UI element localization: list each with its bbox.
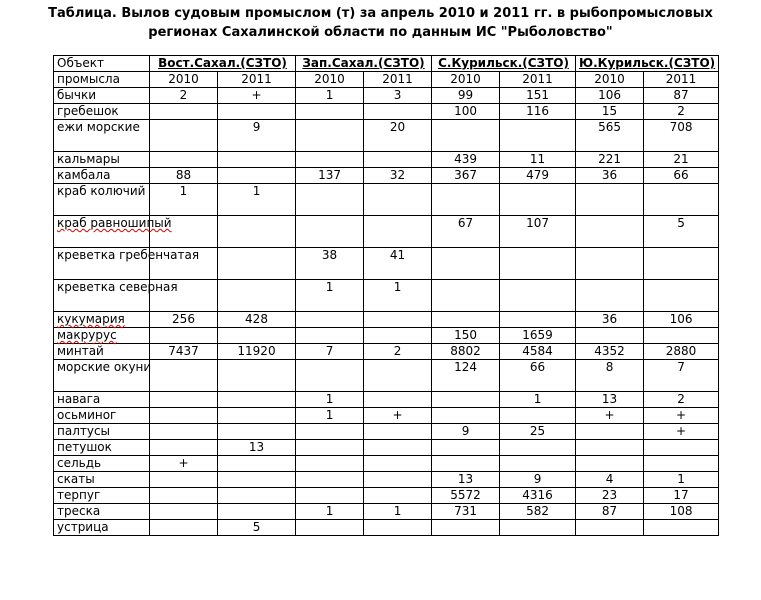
object-name-cell xyxy=(54,424,150,440)
header-year: 2011 xyxy=(500,72,576,88)
value-cell: 87 xyxy=(576,504,644,520)
value-cell xyxy=(218,168,296,184)
value-cell xyxy=(500,120,576,152)
value-cell xyxy=(150,424,218,440)
value-cell xyxy=(432,456,500,472)
value-cell xyxy=(432,312,500,328)
table-row xyxy=(54,488,719,504)
value-cell: 3 xyxy=(364,88,432,104)
value-cell xyxy=(150,392,218,408)
value-cell xyxy=(218,216,296,248)
value-cell xyxy=(432,280,500,312)
value-cell xyxy=(432,520,500,536)
value-cell: 4584 xyxy=(500,344,576,360)
value-cell xyxy=(644,520,719,536)
table-row xyxy=(54,440,719,456)
value-cell xyxy=(296,104,364,120)
value-cell: 87 xyxy=(644,88,719,104)
object-name: ежи морские xyxy=(57,120,140,134)
value-cell: 13 xyxy=(576,392,644,408)
value-cell xyxy=(576,248,644,280)
value-cell xyxy=(218,360,296,392)
document-title xyxy=(0,4,761,42)
value-cell xyxy=(644,440,719,456)
value-cell xyxy=(644,456,719,472)
header-row-years xyxy=(54,72,719,88)
object-name: морские окуни xyxy=(57,360,152,374)
value-cell: 11920 xyxy=(218,344,296,360)
table-row xyxy=(54,168,719,184)
value-cell xyxy=(218,104,296,120)
value-cell: + xyxy=(644,424,719,440)
value-cell xyxy=(150,360,218,392)
value-cell xyxy=(218,504,296,520)
value-cell: 32 xyxy=(364,168,432,184)
value-cell: 1659 xyxy=(500,328,576,344)
value-cell xyxy=(150,408,218,424)
object-name-cell xyxy=(54,344,150,360)
value-cell: 7437 xyxy=(150,344,218,360)
value-cell: 8802 xyxy=(432,344,500,360)
object-name-cell xyxy=(54,152,150,168)
value-cell: 221 xyxy=(576,152,644,168)
value-cell: 106 xyxy=(644,312,719,328)
value-cell: 150 xyxy=(432,328,500,344)
value-cell xyxy=(218,456,296,472)
value-cell: 36 xyxy=(576,168,644,184)
value-cell xyxy=(296,472,364,488)
header-object-2: промысла xyxy=(54,72,150,88)
value-cell: 8 xyxy=(576,360,644,392)
value-cell: 108 xyxy=(644,504,719,520)
value-cell: 38 xyxy=(296,248,364,280)
object-name-cell xyxy=(54,456,150,472)
value-cell: + xyxy=(218,88,296,104)
value-cell: 2 xyxy=(644,104,719,120)
value-cell: 106 xyxy=(576,88,644,104)
value-cell: 9 xyxy=(432,424,500,440)
catch-table xyxy=(53,55,719,536)
value-cell xyxy=(150,328,218,344)
table-row xyxy=(54,472,719,488)
value-cell xyxy=(576,520,644,536)
value-cell xyxy=(150,520,218,536)
object-name: гребешок xyxy=(57,104,119,118)
header-group-zap-sakhal: Зап.Сахал.(СЗТО) xyxy=(296,56,432,72)
table-row xyxy=(54,392,719,408)
value-cell: 100 xyxy=(432,104,500,120)
value-cell: 1 xyxy=(296,88,364,104)
object-name-cell xyxy=(54,328,150,344)
header-object: Объект xyxy=(54,56,150,72)
object-name: минтай xyxy=(57,344,104,358)
value-cell: + xyxy=(364,408,432,424)
value-cell: 13 xyxy=(432,472,500,488)
value-cell: 15 xyxy=(576,104,644,120)
value-cell: 1 xyxy=(150,184,218,216)
object-name-cell xyxy=(54,216,172,248)
object-name-cell xyxy=(54,472,150,488)
value-cell: 582 xyxy=(500,504,576,520)
value-cell xyxy=(296,440,364,456)
value-cell xyxy=(576,328,644,344)
value-cell: 4 xyxy=(576,472,644,488)
value-cell xyxy=(218,488,296,504)
value-cell xyxy=(500,456,576,472)
value-cell: 137 xyxy=(296,168,364,184)
value-cell: 4352 xyxy=(576,344,644,360)
value-cell xyxy=(576,280,644,312)
value-cell: 4316 xyxy=(500,488,576,504)
value-cell xyxy=(364,472,432,488)
object-name: краб равношипый xyxy=(57,216,172,230)
object-name-cell xyxy=(54,248,200,280)
table-row xyxy=(54,520,719,536)
table-row xyxy=(54,152,719,168)
value-cell xyxy=(364,488,432,504)
value-cell xyxy=(218,472,296,488)
header-year: 2010 xyxy=(296,72,364,88)
table-row xyxy=(54,344,719,360)
value-cell: 25 xyxy=(500,424,576,440)
value-cell: 1 xyxy=(364,504,432,520)
value-cell: 107 xyxy=(500,216,576,248)
value-cell: + xyxy=(150,456,218,472)
object-name: устрица xyxy=(57,520,109,534)
value-cell xyxy=(296,424,364,440)
table-row xyxy=(54,184,719,216)
value-cell xyxy=(218,248,296,280)
value-cell xyxy=(364,360,432,392)
value-cell xyxy=(296,328,364,344)
value-cell xyxy=(296,120,364,152)
value-cell: 1 xyxy=(296,280,364,312)
value-cell xyxy=(432,184,500,216)
header-group-s-kurilsk: С.Курильск.(СЗТО) xyxy=(432,56,576,72)
value-cell: + xyxy=(576,408,644,424)
value-cell xyxy=(296,216,364,248)
object-name-cell xyxy=(54,120,150,152)
value-cell xyxy=(150,488,218,504)
object-name: сельдь xyxy=(57,456,102,470)
value-cell: 20 xyxy=(364,120,432,152)
value-cell xyxy=(500,312,576,328)
value-cell xyxy=(150,120,218,152)
header-year: 2011 xyxy=(364,72,432,88)
value-cell xyxy=(644,184,719,216)
value-cell xyxy=(296,312,364,328)
value-cell xyxy=(218,280,296,312)
value-cell xyxy=(576,456,644,472)
header-row-groups xyxy=(54,56,719,72)
value-cell: 9 xyxy=(218,120,296,152)
header-year: 2011 xyxy=(644,72,719,88)
value-cell xyxy=(576,440,644,456)
table-row xyxy=(54,424,719,440)
object-name: осьминог xyxy=(57,408,117,422)
table-row xyxy=(54,504,719,520)
value-cell xyxy=(296,520,364,536)
value-cell xyxy=(218,408,296,424)
header-year: 2010 xyxy=(576,72,644,88)
value-cell xyxy=(364,312,432,328)
object-name: креветка северная xyxy=(57,280,178,294)
object-name-cell xyxy=(54,312,150,328)
value-cell: 11 xyxy=(500,152,576,168)
value-cell: 2880 xyxy=(644,344,719,360)
value-cell: 36 xyxy=(576,312,644,328)
value-cell: 731 xyxy=(432,504,500,520)
value-cell xyxy=(364,216,432,248)
value-cell: 7 xyxy=(296,344,364,360)
table-row xyxy=(54,456,719,472)
title-line-1: Таблица. Вылов судовым промыслом (т) за апрель 2010 и 2011 гг. в рыбопромысловых xyxy=(48,6,713,21)
value-cell: 1 xyxy=(218,184,296,216)
value-cell xyxy=(296,184,364,216)
table-row xyxy=(54,104,719,120)
value-cell xyxy=(432,440,500,456)
value-cell xyxy=(576,184,644,216)
value-cell: 5 xyxy=(644,216,719,248)
table-row xyxy=(54,216,719,248)
object-name-cell xyxy=(54,88,150,104)
object-name-cell xyxy=(54,168,150,184)
value-cell: 428 xyxy=(218,312,296,328)
value-cell: 565 xyxy=(576,120,644,152)
value-cell xyxy=(364,152,432,168)
object-name-cell xyxy=(54,184,150,216)
object-name-cell xyxy=(54,360,150,392)
object-name: кальмары xyxy=(57,152,120,166)
value-cell xyxy=(576,424,644,440)
object-name: скаты xyxy=(57,472,95,486)
header-group-yu-kurilsk: Ю.Курильск.(СЗТО) xyxy=(576,56,719,72)
header-year: 2010 xyxy=(150,72,218,88)
value-cell xyxy=(644,280,719,312)
value-cell: 2 xyxy=(364,344,432,360)
table-row xyxy=(54,328,719,344)
value-cell: 66 xyxy=(500,360,576,392)
value-cell: 2 xyxy=(644,392,719,408)
value-cell xyxy=(364,520,432,536)
object-name: петушок xyxy=(57,440,112,454)
table-row xyxy=(54,88,719,104)
value-cell: 7 xyxy=(644,360,719,392)
value-cell xyxy=(150,440,218,456)
value-cell xyxy=(500,248,576,280)
value-cell: 256 xyxy=(150,312,218,328)
object-name-cell xyxy=(54,440,150,456)
object-name-cell xyxy=(54,280,178,312)
value-cell xyxy=(150,504,218,520)
value-cell: 41 xyxy=(364,248,432,280)
value-cell: 5 xyxy=(218,520,296,536)
object-name: навага xyxy=(57,392,101,406)
value-cell: 708 xyxy=(644,120,719,152)
value-cell: 116 xyxy=(500,104,576,120)
table-row xyxy=(54,408,719,424)
value-cell: 17 xyxy=(644,488,719,504)
table-row xyxy=(54,312,719,328)
value-cell: 21 xyxy=(644,152,719,168)
value-cell xyxy=(500,520,576,536)
value-cell xyxy=(364,424,432,440)
value-cell: 1 xyxy=(296,408,364,424)
value-cell xyxy=(218,328,296,344)
value-cell: 1 xyxy=(296,504,364,520)
value-cell: + xyxy=(644,408,719,424)
object-name: креветка гребенчатая xyxy=(57,248,200,262)
header-year: 2011 xyxy=(218,72,296,88)
object-name: терпуг xyxy=(57,488,101,502)
value-cell xyxy=(364,456,432,472)
value-cell xyxy=(576,216,644,248)
table-row xyxy=(54,248,719,280)
value-cell: 1 xyxy=(364,280,432,312)
value-cell xyxy=(500,184,576,216)
value-cell: 1 xyxy=(500,392,576,408)
value-cell xyxy=(644,328,719,344)
table-row xyxy=(54,360,719,392)
title-line-2: регионах Сахалинской области по данным ИС "Рыболовство" xyxy=(148,25,613,40)
object-name: макрурус xyxy=(57,328,117,342)
value-cell xyxy=(364,440,432,456)
object-name: камбала xyxy=(57,168,111,182)
value-cell: 13 xyxy=(218,440,296,456)
value-cell: 67 xyxy=(432,216,500,248)
value-cell xyxy=(500,280,576,312)
value-cell xyxy=(364,184,432,216)
value-cell xyxy=(150,104,218,120)
value-cell: 88 xyxy=(150,168,218,184)
value-cell: 66 xyxy=(644,168,719,184)
header-year: 2010 xyxy=(432,72,500,88)
object-name: краб колючий xyxy=(57,184,146,198)
object-name-cell xyxy=(54,488,150,504)
table-row xyxy=(54,120,719,152)
value-cell xyxy=(500,440,576,456)
value-cell xyxy=(364,104,432,120)
value-cell xyxy=(296,152,364,168)
value-cell xyxy=(432,408,500,424)
value-cell: 1 xyxy=(296,392,364,408)
value-cell xyxy=(218,152,296,168)
object-name: треска xyxy=(57,504,101,518)
object-name: бычки xyxy=(57,88,97,102)
object-name-cell xyxy=(54,392,150,408)
object-name-cell xyxy=(54,104,150,120)
value-cell: 9 xyxy=(500,472,576,488)
value-cell xyxy=(150,152,218,168)
value-cell xyxy=(150,472,218,488)
value-cell: 23 xyxy=(576,488,644,504)
object-name: кукумария xyxy=(57,312,125,326)
value-cell xyxy=(296,488,364,504)
object-name: палтусы xyxy=(57,424,111,438)
value-cell xyxy=(218,424,296,440)
value-cell xyxy=(296,456,364,472)
value-cell: 367 xyxy=(432,168,500,184)
value-cell xyxy=(364,392,432,408)
value-cell: 1 xyxy=(644,472,719,488)
value-cell xyxy=(432,392,500,408)
object-name-cell xyxy=(54,520,150,536)
object-name-cell xyxy=(54,504,150,520)
value-cell xyxy=(364,328,432,344)
value-cell xyxy=(432,120,500,152)
value-cell xyxy=(432,248,500,280)
value-cell: 99 xyxy=(432,88,500,104)
value-cell xyxy=(218,392,296,408)
value-cell xyxy=(296,360,364,392)
table-row xyxy=(54,280,719,312)
value-cell: 439 xyxy=(432,152,500,168)
value-cell xyxy=(644,248,719,280)
value-cell: 5572 xyxy=(432,488,500,504)
header-group-vost-sakhal: Вост.Сахал.(СЗТО) xyxy=(150,56,296,72)
value-cell: 2 xyxy=(150,88,218,104)
value-cell xyxy=(500,408,576,424)
value-cell: 124 xyxy=(432,360,500,392)
value-cell: 479 xyxy=(500,168,576,184)
object-name-cell xyxy=(54,408,150,424)
value-cell: 151 xyxy=(500,88,576,104)
